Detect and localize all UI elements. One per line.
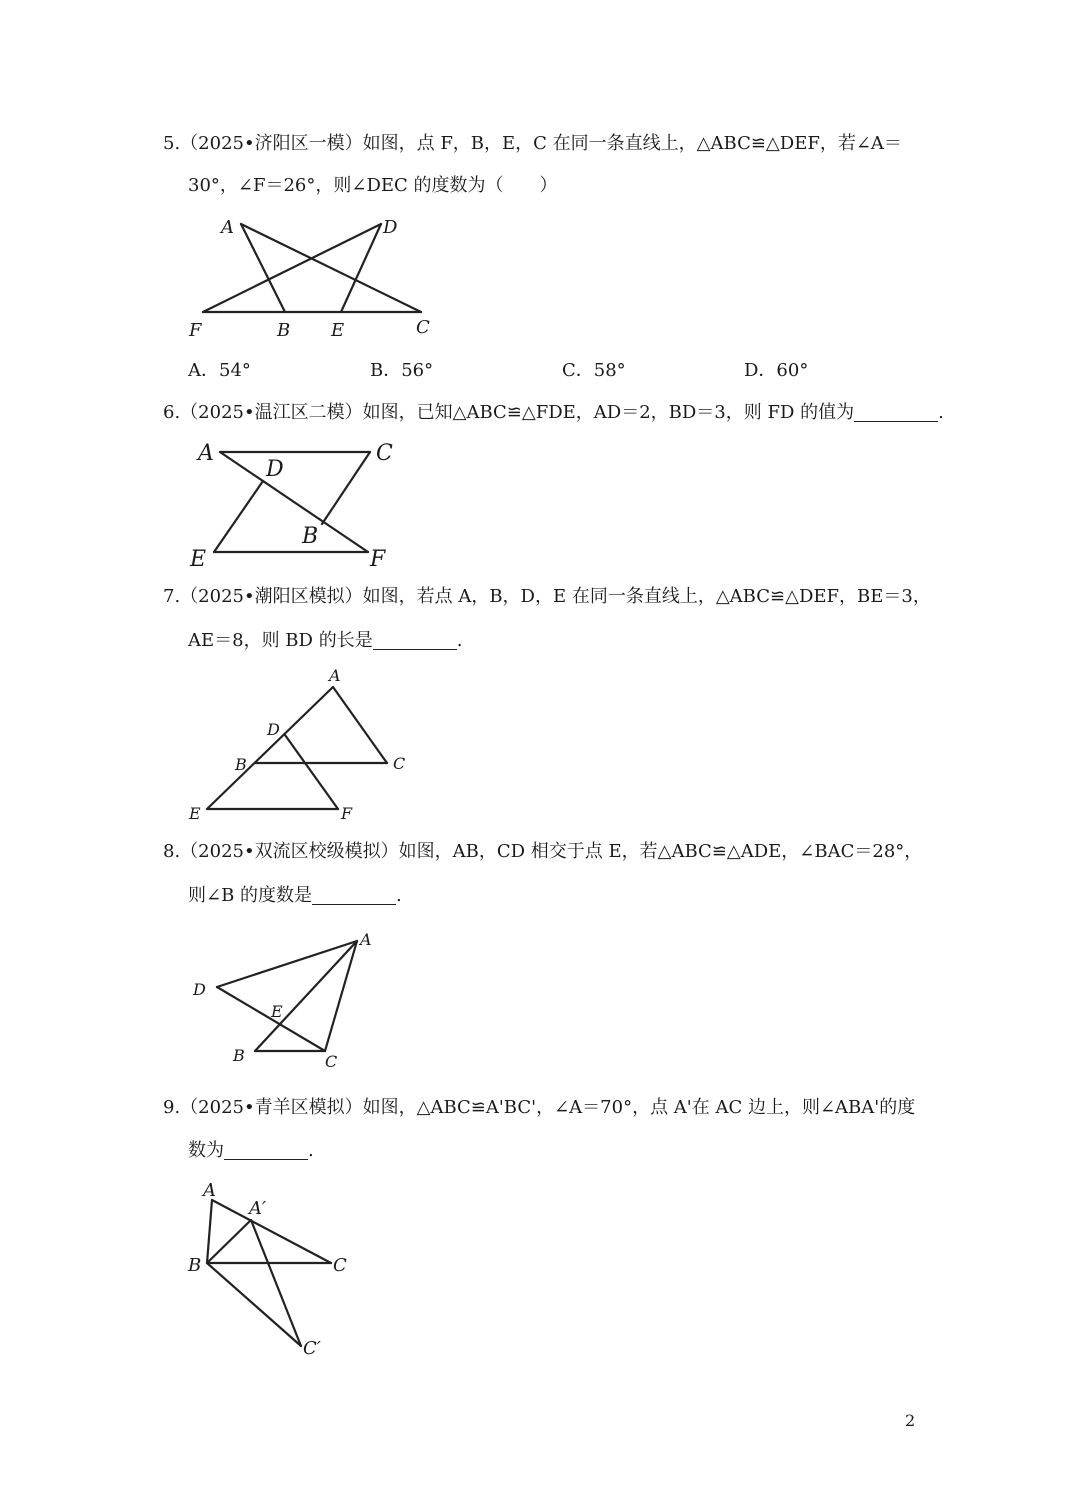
q8-label-D: D [193, 980, 206, 999]
q6-text: 6.（2025•温江区二模）如图，已知△ABC≌△FDE，AD＝2，BD＝3，则 FD 的值为 [163, 402, 855, 423]
q7-end: . [456, 630, 463, 651]
q5-label-B: B [277, 320, 291, 341]
page-number: 2 [905, 1411, 916, 1430]
q7-label-F: F [341, 804, 353, 823]
q5-label-A: A [221, 217, 234, 238]
q8-figure [185, 925, 385, 1075]
q9-label-B: B [188, 1255, 202, 1276]
q5-option-a: A．54° [188, 360, 251, 381]
q7-text: AE＝8，则 BD 的长是 [188, 630, 373, 651]
q7-line-DF [285, 735, 338, 809]
q8-text: 则∠B 的度数是 [188, 885, 313, 906]
q8-answer-blank [312, 886, 396, 905]
q9-text-line2 [188, 1140, 314, 1162]
q9-line-AB [207, 1200, 212, 1263]
q5-label-C: C [416, 317, 430, 338]
q8-text-line2 [188, 885, 402, 907]
q5-option-b: B．56° [370, 360, 434, 381]
q7-text-line1: 7.（2025•潮阳区模拟）如图，若点 A，B，D，E 在同一条直线上，△ABC≌△DEF，BE＝3， [163, 586, 931, 607]
q9-line-AprimeCprime [251, 1220, 301, 1346]
q7-line-AE [207, 687, 333, 809]
q6-text-line1 [163, 402, 944, 424]
q5-option-c: C．58° [562, 360, 626, 381]
q7-label-D: D [267, 720, 280, 739]
q6-label-A: A [198, 441, 214, 466]
q7-label-C: C [393, 754, 406, 773]
q9-label-Cprime: C′ [303, 1338, 321, 1359]
q7-label-E: E [189, 804, 201, 823]
q5-label-F: F [189, 320, 202, 341]
q9-label-A: A [203, 1180, 216, 1201]
q6-end: . [938, 402, 944, 423]
q8-label-E: E [271, 1002, 283, 1021]
q9-text-line1: 9.（2025•青羊区模拟）如图，△ABC≌A'BC'，∠A＝70°，点 A'在 AC 边上，则∠ABA'的度 [163, 1097, 916, 1118]
q5-line-AB [241, 224, 285, 312]
q9-line-BCprime [207, 1263, 301, 1346]
q6-figure [188, 436, 403, 571]
q6-label-B: B [302, 524, 319, 549]
q5-option-d: D．60° [744, 360, 809, 381]
q7-line-AC [333, 687, 387, 763]
q5-figure [185, 210, 445, 345]
q6-answer-blank [854, 403, 938, 422]
q9-line-BAprime [207, 1220, 251, 1263]
q7-figure [185, 665, 415, 825]
q5-text-line1: 5.（2025•济阳区一模）如图，点 F，B，E，C 在同一条直线上，△ABC≌△DEF，若∠A＝ [163, 133, 902, 154]
q8-end: . [396, 885, 402, 906]
q9-label-Aprime: A′ [249, 1198, 267, 1219]
q6-label-C: C [376, 441, 393, 466]
q6-label-D: D [266, 457, 284, 482]
q6-line-AF [220, 452, 368, 552]
q5-label-E: E [331, 320, 345, 341]
q9-figure [185, 1178, 360, 1363]
q8-label-B: B [233, 1046, 245, 1065]
q9-line-AC [212, 1200, 331, 1263]
q5-label-D: D [383, 217, 398, 238]
q9-answer-blank [224, 1141, 308, 1160]
q8-label-A: A [360, 930, 372, 949]
q7-text-line2 [188, 630, 462, 652]
q5-line-DE [341, 224, 381, 312]
q6-label-E: E [190, 547, 207, 572]
q8-text-line1: 8.（2025•双流区校级模拟）如图，AB，CD 相交于点 E，若△ABC≌△ADE，∠BAC＝28°， [163, 841, 923, 862]
q5-text-line2: 30°，∠F＝26°，则∠DEC 的度数为（ ） [188, 175, 558, 196]
q9-label-C: C [333, 1255, 347, 1276]
q6-line-ED [214, 481, 263, 552]
q7-label-A: A [329, 666, 341, 685]
q9-text: 数为 [188, 1140, 224, 1161]
q6-line-CB [322, 452, 370, 524]
q7-answer-blank [373, 631, 457, 650]
q8-label-C: C [325, 1052, 338, 1071]
q6-label-F: F [370, 547, 386, 572]
q7-label-B: B [235, 755, 247, 774]
q9-end: . [308, 1140, 314, 1161]
